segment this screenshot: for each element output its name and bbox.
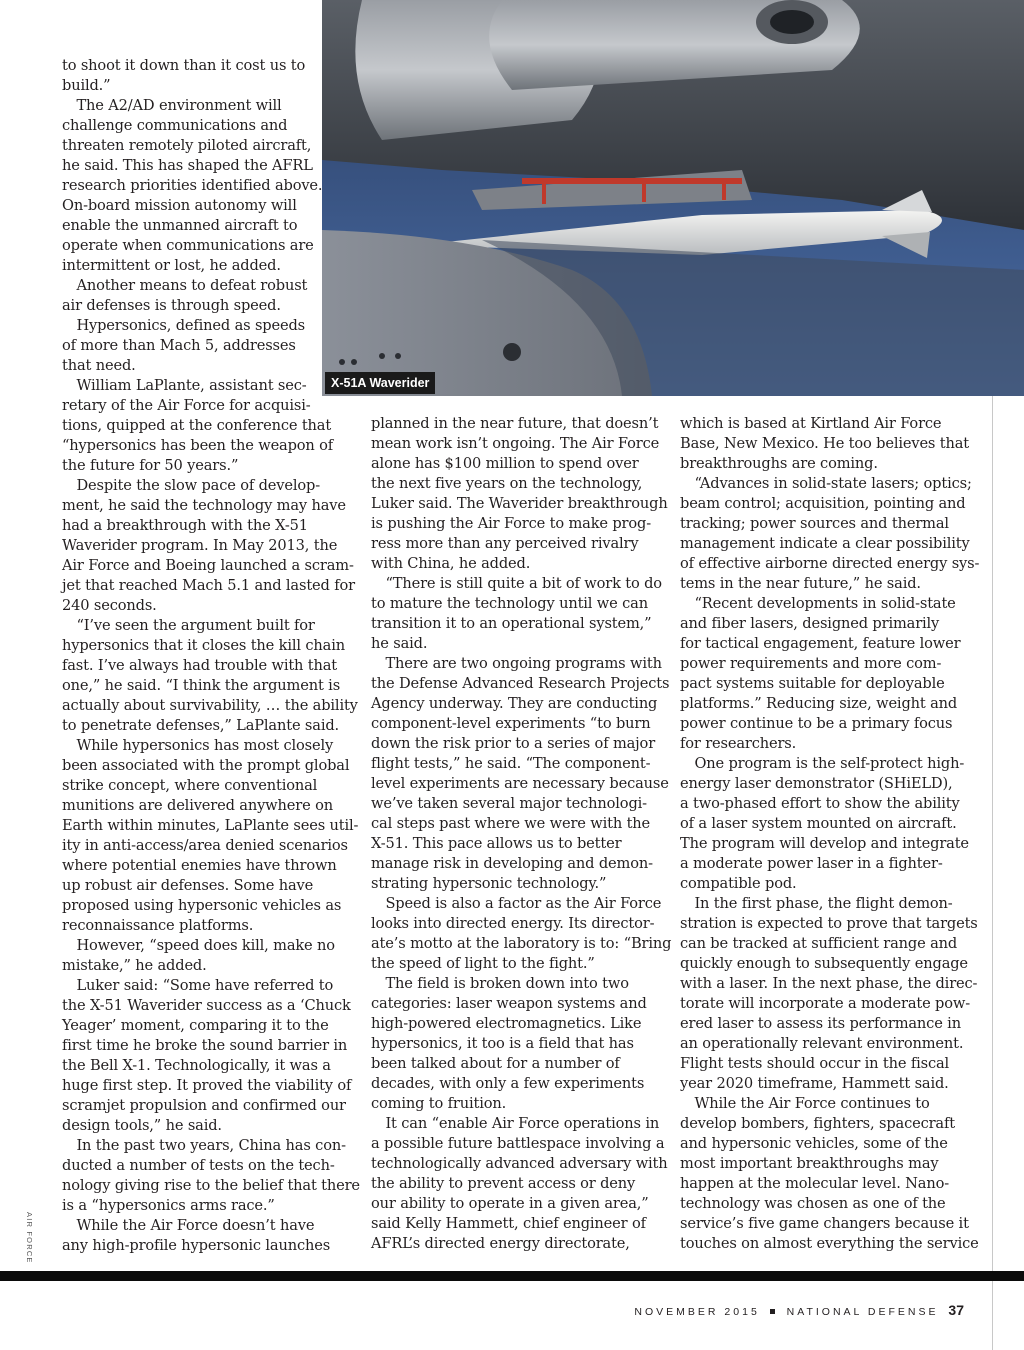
text-line: nology giving rise to the belief that there: [62, 1177, 360, 1194]
text-line: he said. This has shaped the AFRL: [62, 157, 313, 174]
text-line: pact systems suitable for deployable: [680, 675, 945, 692]
text-line: of effective airborne directed energy sys-: [680, 555, 980, 572]
text-line: for researchers.: [680, 735, 797, 752]
text-line: the next five years on the technology,: [371, 475, 643, 492]
aircraft-illustration: [322, 0, 1024, 396]
text-line: for tactical engagement, feature lower: [680, 635, 961, 652]
text-line: quickly enough to subsequently engage: [680, 955, 968, 972]
photo-caption: X-51A Waverider: [325, 372, 435, 394]
text-line: year 2020 timeframe, Hammett said.: [680, 1075, 949, 1092]
text-line: “hypersonics has been the weapon of: [62, 437, 334, 454]
text-line: can be tracked at sufficient range and: [680, 935, 958, 952]
text-line: had a breakthrough with the X-51: [62, 517, 308, 534]
text-line: which is based at Kirtland Air Force: [680, 415, 942, 432]
text-line: beam control; acquisition, pointing and: [680, 495, 966, 512]
text-line: ered laser to assess its performance in: [680, 1015, 961, 1032]
text-line: In the first phase, the flight demon-: [680, 895, 953, 912]
text-line: any high-profile hypersonic launches: [62, 1237, 331, 1254]
text-line: of more than Mach 5, addresses: [62, 337, 296, 354]
article-column-3: [680, 414, 980, 1254]
text-line: Earth within minutes, LaPlante sees util-: [62, 817, 359, 834]
text-line: On-board mission autonomy will: [62, 197, 297, 214]
text-line: flight tests,” he said. “The component-: [371, 755, 651, 772]
text-line: he said.: [371, 635, 428, 652]
text-line: ducted a number of tests on the tech-: [62, 1157, 335, 1174]
article-column-1: [62, 56, 360, 1256]
text-line: Waverider program. In May 2013, the: [62, 537, 338, 554]
text-line: hypersonics that it closes the kill chain: [62, 637, 345, 654]
text-line: air defenses is through speed.: [62, 297, 281, 314]
text-line: ate’s motto at the laboratory is to: “Bring: [371, 935, 672, 952]
text-line: touches on almost everything the service: [680, 1235, 979, 1252]
text-line: One program is the self-protect high-: [680, 755, 965, 772]
text-line: tracking; power sources and thermal: [680, 515, 949, 532]
text-line: strating hypersonic technology.”: [371, 875, 607, 892]
page-number: 37: [948, 1302, 964, 1318]
text-line: The A2/AD environment will: [62, 97, 282, 114]
text-line: is pushing the Air Force to make prog-: [371, 515, 651, 532]
footer-issue: NOVEMBER 2015: [634, 1306, 760, 1318]
text-line: ress more than any perceived rivalry: [371, 535, 639, 552]
article-column-2: [371, 414, 672, 1254]
text-line: one,” he said. “I think the argument is: [62, 677, 341, 694]
text-line: platforms.” Reducing size, weight and: [680, 695, 958, 712]
text-line: mean work isn’t ongoing. The Air Force: [371, 435, 660, 452]
text-line: “Advances in solid-state lasers; optics;: [680, 475, 972, 492]
text-line: enable the unmanned aircraft to: [62, 217, 298, 234]
text-line: Speed is also a factor as the Air Force: [371, 895, 662, 912]
text-line: transition it to an operational system,”: [371, 615, 652, 632]
text-line: operate when communications are: [62, 237, 314, 254]
text-line: with a laser. In the next phase, the direc-: [680, 975, 978, 992]
text-line: a two-phased effort to show the ability: [680, 795, 960, 812]
text-line: with China, he added.: [371, 555, 531, 572]
text-line: Hypersonics, defined as speeds: [62, 317, 305, 334]
text-line: proposed using hypersonic vehicles as: [62, 897, 342, 914]
text-line: level experiments are necessary because: [371, 775, 669, 792]
text-line: stration is expected to prove that targets: [680, 915, 978, 932]
text-line: actually about survivability, … the ability: [62, 697, 358, 714]
text-line: management indicate a clear possibility: [680, 535, 970, 552]
text-line: The field is broken down into two: [371, 975, 629, 992]
page-footer: [634, 1300, 964, 1320]
text-line: There are two ongoing programs with: [371, 655, 662, 672]
x51a-photo: [322, 0, 1024, 396]
text-line: a possible future battlespace involving a: [371, 1135, 665, 1152]
text-line: alone has $100 million to spend over: [371, 455, 639, 472]
text-line: the X-51 Waverider success as a ‘Chuck: [62, 997, 351, 1014]
text-line: build.”: [62, 77, 111, 94]
text-line: fast. I’ve always had trouble with that: [62, 657, 338, 674]
text-line: Yeager’ moment, comparing it to the: [62, 1017, 329, 1034]
text-line: the Defense Advanced Research Projects: [371, 675, 670, 692]
square-bullet-icon: [770, 1309, 775, 1314]
text-line: where potential enemies have thrown: [62, 857, 337, 874]
text-line: cal steps past where we were with the: [371, 815, 651, 832]
text-line: manage risk in developing and demon-: [371, 855, 653, 872]
text-line: been talked about for a number of: [371, 1055, 620, 1072]
text-line: component-level experiments “to burn: [371, 715, 651, 732]
text-line: tions, quipped at the conference that: [62, 417, 332, 434]
text-line: AFRL’s directed energy directorate,: [371, 1235, 630, 1252]
text-line: and hypersonic vehicles, some of the: [680, 1135, 948, 1152]
footer-rule: [0, 1271, 1024, 1281]
text-line: is a “hypersonics arms race.”: [62, 1197, 275, 1214]
text-line: we’ve taken several major technologi-: [371, 795, 647, 812]
text-line: The program will develop and integrate: [680, 835, 969, 852]
text-line: most important breakthroughs may: [680, 1155, 939, 1172]
text-line: of a laser system mounted on aircraft.: [680, 815, 957, 832]
text-line: torate will incorporate a moderate pow-: [680, 995, 971, 1012]
text-line: munitions are delivered anywhere on: [62, 797, 333, 814]
text-line: compatible pod.: [680, 875, 797, 892]
text-line: to mature the technology until we can: [371, 595, 648, 612]
text-line: Flight tests should occur in the fiscal: [680, 1055, 950, 1072]
text-line: said Kelly Hammett, chief engineer of: [371, 1215, 646, 1232]
text-line: that need.: [62, 357, 136, 374]
text-line: While the Air Force doesn’t have: [62, 1217, 315, 1234]
text-line: an operationally relevant environment.: [680, 1035, 964, 1052]
text-line: While hypersonics has most closely: [62, 737, 334, 754]
text-line: Luker said. The Waverider breakthrough: [371, 495, 668, 512]
text-line: It can “enable Air Force operations in: [371, 1115, 660, 1132]
text-line: the Bell X-1. Technologically, it was a: [62, 1057, 331, 1074]
text-line: high-powered electromagnetics. Like: [371, 1015, 642, 1032]
text-line: retary of the Air Force for acquisi-: [62, 397, 311, 414]
text-line: service’s five game changers because it: [680, 1215, 969, 1232]
footer-publication: NATIONAL DEFENSE: [786, 1306, 939, 1318]
text-line: research priorities identified above.: [62, 177, 323, 194]
text-line: Air Force and Boeing launched a scram-: [62, 557, 354, 574]
text-line: huge first step. It proved the viability of: [62, 1077, 352, 1094]
text-line: “Recent developments in solid-state: [680, 595, 956, 612]
text-line: challenge communications and: [62, 117, 288, 134]
text-line: 240 seconds.: [62, 597, 157, 614]
text-line: tems in the near future,” he said.: [680, 575, 921, 592]
text-line: to shoot it down than it cost us to: [62, 57, 306, 74]
text-line: technologically advanced adversary with: [371, 1155, 668, 1172]
text-line: threaten remotely piloted aircraft,: [62, 137, 312, 154]
text-line: reconnaissance platforms.: [62, 917, 254, 934]
text-line: first time he broke the sound barrier in: [62, 1037, 348, 1054]
text-line: technology was chosen as one of the: [680, 1195, 946, 1212]
text-line: and fiber lasers, designed primarily: [680, 615, 940, 632]
text-line: hypersonics, it too is a field that has: [371, 1035, 634, 1052]
text-line: Luker said: “Some have referred to: [62, 977, 334, 994]
text-line: the speed of light to the fight.”: [371, 955, 595, 972]
text-line: a moderate power laser in a fighter-: [680, 855, 943, 872]
text-line: power continue to be a primary focus: [680, 715, 953, 732]
text-line: strike concept, where conventional: [62, 777, 318, 794]
text-line: the ability to prevent access or deny: [371, 1175, 636, 1192]
text-line: William LaPlante, assistant sec-: [62, 377, 307, 394]
text-line: breakthroughs are coming.: [680, 455, 878, 472]
text-line: jet that reached Mach 5.1 and lasted for: [62, 577, 355, 594]
text-line: While the Air Force continues to: [680, 1095, 930, 1112]
text-line: intermittent or lost, he added.: [62, 257, 281, 274]
text-line: looks into directed energy. Its director-: [371, 915, 655, 932]
text-line: ment, he said the technology may have: [62, 497, 346, 514]
text-line: happen at the molecular level. Nano-: [680, 1175, 950, 1192]
text-line: up robust air defenses. Some have: [62, 877, 314, 894]
text-line: develop bombers, fighters, spacecraft: [680, 1115, 955, 1132]
text-line: down the risk prior to a series of major: [371, 735, 656, 752]
text-line: Another means to defeat robust: [62, 277, 308, 294]
text-line: X-51. This pace allows us to better: [371, 835, 622, 852]
text-line: power requirements and more com-: [680, 655, 942, 672]
text-line: coming to fruition.: [371, 1095, 507, 1112]
text-line: “There is still quite a bit of work to do: [371, 575, 662, 592]
text-line: the future for 50 years.”: [62, 457, 239, 474]
text-line: our ability to operate in a given area,”: [371, 1195, 649, 1212]
text-line: Agency underway. They are conducting: [371, 695, 658, 712]
text-line: However, “speed does kill, make no: [62, 937, 335, 954]
text-line: planned in the near future, that doesn’t: [371, 415, 659, 432]
text-line: energy laser demonstrator (SHiELD),: [680, 775, 953, 792]
section-label: AIR FORCE: [25, 1212, 34, 1264]
text-line: “I’ve seen the argument built for: [62, 617, 315, 634]
text-line: ity in anti-access/area denied scenarios: [62, 837, 348, 854]
text-line: In the past two years, China has con-: [62, 1137, 346, 1154]
text-line: scramjet propulsion and confirmed our: [62, 1097, 346, 1114]
text-line: Despite the slow pace of develop-: [62, 477, 320, 494]
text-line: decades, with only a few experiments: [371, 1075, 645, 1092]
right-margin-rule: [992, 396, 993, 1350]
text-line: categories: laser weapon systems and: [371, 995, 647, 1012]
text-line: been associated with the prompt global: [62, 757, 350, 774]
text-line: mistake,” he added.: [62, 957, 207, 974]
text-line: Base, New Mexico. He too believes that: [680, 435, 969, 452]
text-line: design tools,” he said.: [62, 1117, 222, 1134]
text-line: to penetrate defenses,” LaPlante said.: [62, 717, 340, 734]
